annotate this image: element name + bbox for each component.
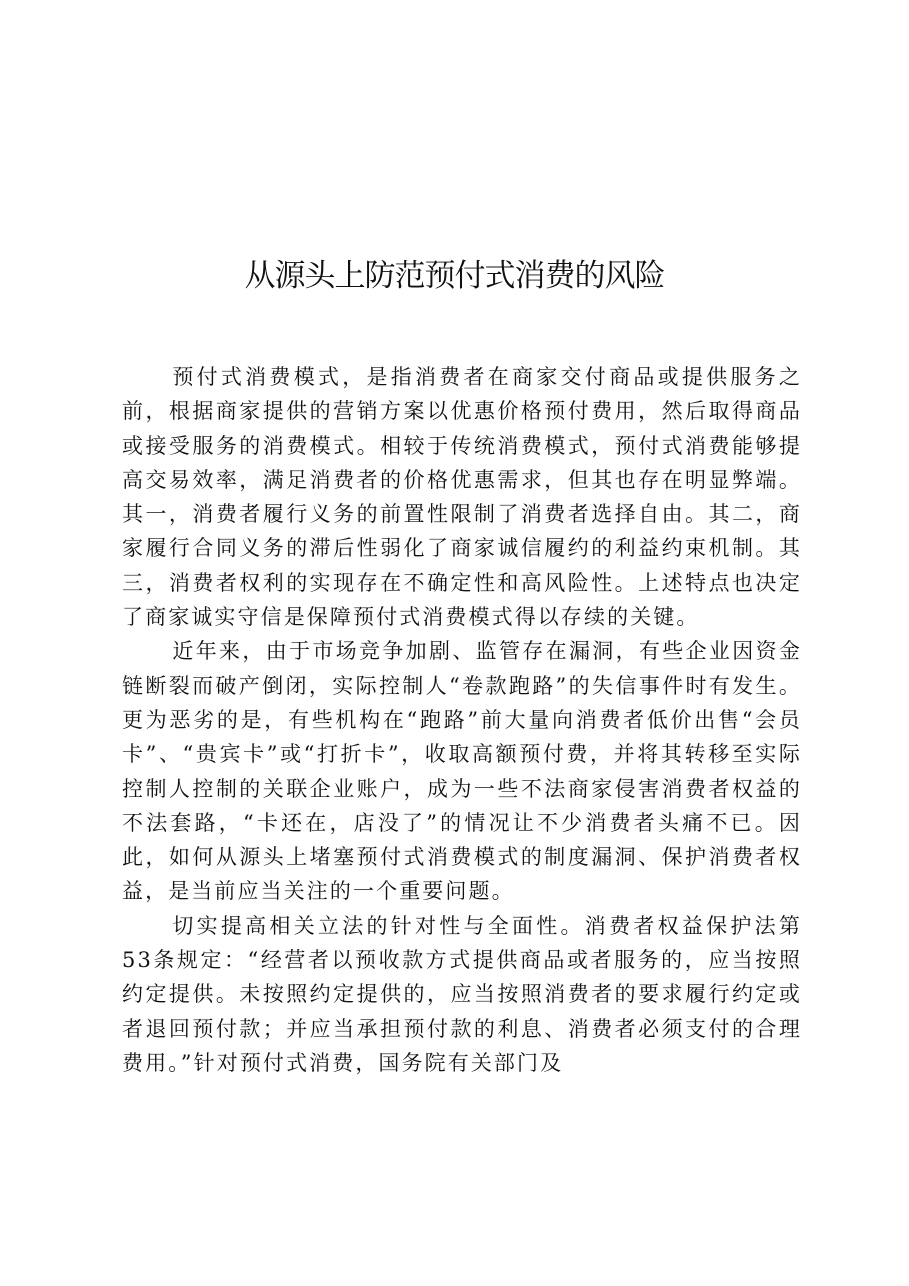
paragraph-3: 切实提高相关立法的针对性与全面性。消费者权益保护法第53条规定：“经营者以预收款方式提供商品或者服务的，应当按照约定提供。未按照约定提供的，应当按照消费者的要求履行约定或者退回预付款；并应当承担预付款的利息、消费者必须支付的合理费用。”针对预付式消费，国务院有关部门及: [122, 913, 802, 1075]
document-title: 从源头上防范预付式消费的风险: [244, 258, 665, 294]
document-body: [122, 360, 802, 1080]
paragraph-1: 预付式消费模式，是指消费者在商家交付商品或提供服务之前，根据商家提供的营销方案以优惠价格预付费用，然后取得商品或接受服务的消费模式。相较于传统消费模式，预付式消费能够提高交易效率，满足消费者的价格优惠需求，但其也存在明显弊端。其一，消费者履行义务的前置性限制了消费者选择自由。其二，商家履行合同义务的滞后性弱化了商家诚信履约的利益约束机制。其三，消费者权利的实现存在不确定性和高风险性。上述特点也决定了商家诚实守信是保障预付式消费模式得以存续的关键。: [122, 365, 802, 630]
paragraph-2: 近年来，由于市场竞争加剧、监管存在漏洞，有些企业因资金链断裂而破产倒闭，实际控制人“卷款跑路”的失信事件时有发生。更为恶劣的是，有些机构在“跑路”前大量向消费者低价出售“会员卡”、“贵宾卡”或“打折卡”，收取高额预付费，并将其转移至实际控制人控制的关联企业账户，成为一些不法商家侵害消费者权益的不法套路，“卡还在，店没了”的情况让不少消费者头痛不已。因此，如何从源头上堵塞预付式消费模式的制度漏洞、保护消费者权益，是当前应当关注的一个重要问题。: [122, 639, 802, 904]
